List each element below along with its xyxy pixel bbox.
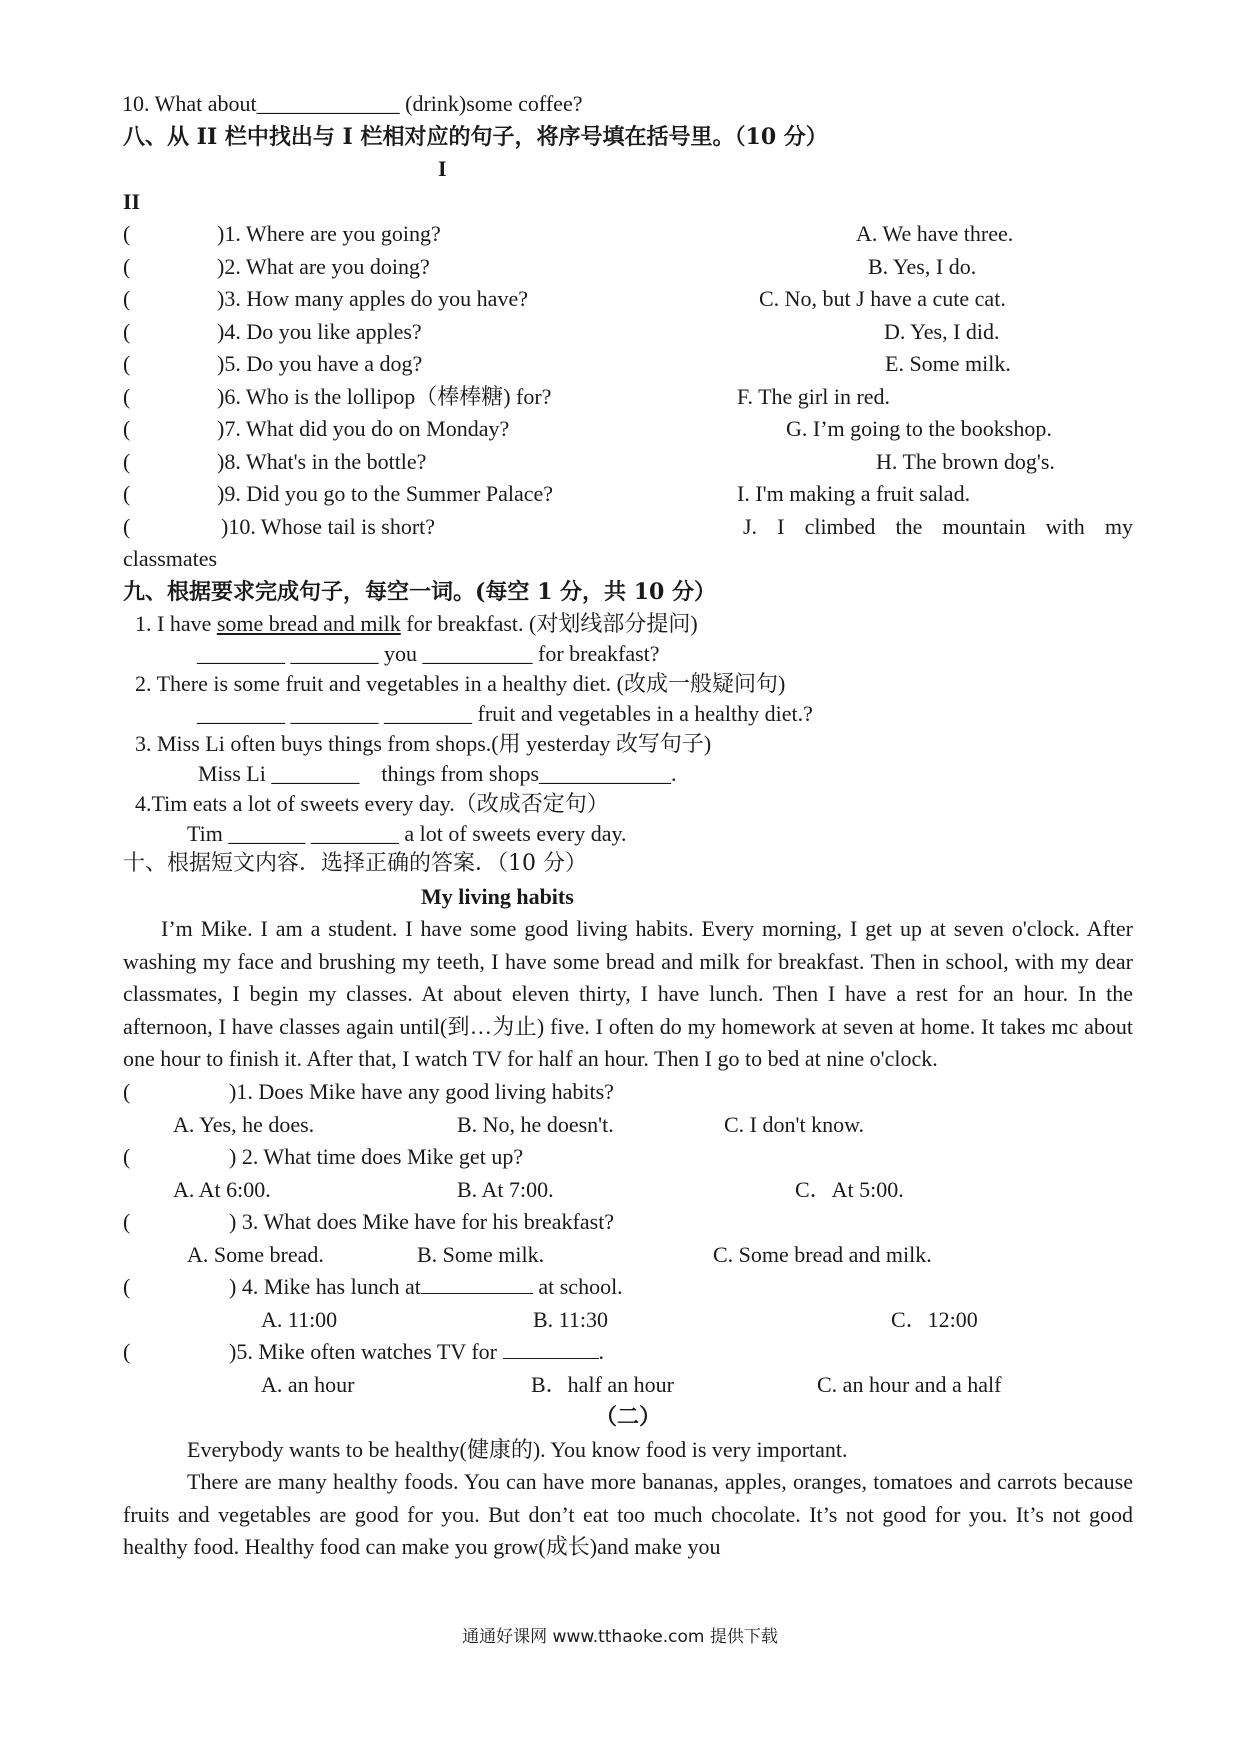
reading-question-text: )1. Does Mike have any good living habits? <box>229 1079 614 1104</box>
matching-answer: F. The girl in red. <box>737 383 891 409</box>
reading-question-text: ) 4. Mike has lunch at <box>229 1274 421 1299</box>
answer-paren: ( <box>123 318 131 344</box>
reading-options-2 <box>123 1174 1133 1207</box>
matching-row <box>123 218 1133 251</box>
matching-question: )7. What did you do on Monday? <box>217 416 510 441</box>
column-2-header: II <box>123 188 141 214</box>
matching-answer-continued: classmates <box>123 546 218 571</box>
reading-options-5 <box>123 1369 1133 1402</box>
matching-question: )3. How many apples do you have? <box>217 286 528 311</box>
option-c: C. Some bread and milk. <box>713 1241 932 1267</box>
rewrite-q1-end: for breakfast. (对划线部分提问) <box>400 611 698 636</box>
section-9-title: 九、根据要求完成句子，每空一词。(每空 1 分，共 10 分） <box>123 578 716 605</box>
rewrite-q3-text: 3. Miss Li often buys things from shops.(用 yesterday 改写句子) <box>135 731 712 756</box>
reading-question-text: )5. Mike often watches TV for <box>229 1339 503 1364</box>
rewrite-answer-2 <box>123 698 1133 728</box>
passage-title <box>123 881 1133 914</box>
worksheet-page <box>123 88 1133 1564</box>
section-10-title: 十、根据短文内容．选择正确的答案．（10 分） <box>123 851 587 876</box>
rewrite-a3-text: Miss Li ________ things from shops____________. <box>198 761 677 786</box>
option-b: B．half an hour <box>531 1371 674 1397</box>
rewrite-question-3 <box>123 728 1133 758</box>
part-2-paragraph-2: There are many healthy foods. You can have more bananas, apples, oranges, tomatoes and carrots because fruits and vegetables are good for you. But don’t eat too much chocolate. It’s not good for you. It’s not good healthy food. Healthy food can make you grow(成长)and make you <box>123 1469 1133 1559</box>
rewrite-question-4 <box>123 788 1133 818</box>
question-10-suffix: (drink)some coffee? <box>399 91 583 116</box>
matching-answer: E. Some milk. <box>885 351 1011 376</box>
reading-question-1 <box>123 1076 1133 1109</box>
passage-title-text: My living habits <box>421 883 574 909</box>
reading-question-end: . <box>598 1339 605 1364</box>
rewrite-a4-text: Tim _______ ________ a lot of sweets every day. <box>187 821 627 846</box>
answer-paren: ( <box>123 286 131 311</box>
matching-question: )4. Do you like apples? <box>217 318 422 344</box>
matching-answer: B. Yes, I do. <box>868 253 977 279</box>
option-b: B. 11:30 <box>533 1306 608 1332</box>
matching-answer: H. The brown dog's. <box>876 448 1055 474</box>
answer-paren: ( <box>123 1079 131 1104</box>
reading-options-1 <box>123 1109 1133 1142</box>
column-1-label: I <box>438 156 447 181</box>
option-c: C．At 5:00. <box>795 1176 904 1202</box>
answer-paren: ( <box>123 513 131 539</box>
matching-answer: I. I'm making a fruit salad. <box>737 481 971 506</box>
matching-row <box>123 446 1133 479</box>
option-b: B. At 7:00. <box>457 1176 554 1202</box>
question-10-prefix: 10. What about <box>122 91 257 116</box>
option-a: A. an hour <box>261 1371 355 1397</box>
rewrite-question-2 <box>123 668 1133 698</box>
answer-paren: ( <box>123 1209 131 1234</box>
rewrite-a1-text: ________ ________ you __________ for breakfast? <box>197 641 660 666</box>
column-1-header <box>123 153 1133 186</box>
matching-question: )9. Did you go to the Summer Palace? <box>217 481 554 506</box>
answer-paren: ( <box>123 481 131 506</box>
option-b: B. No, he doesn't. <box>457 1111 614 1137</box>
matching-answer: A. We have three. <box>856 221 1014 246</box>
part-2-paragraph-1 <box>123 1434 1133 1467</box>
matching-question: )6. Who is the lollipop（棒棒糖) for? <box>217 383 552 409</box>
question-10-blank: _____________ <box>256 91 400 116</box>
rewrite-a2-text: ________ ________ ________ fruit and vegetables in a healthy diet.? <box>197 701 813 726</box>
answer-paren: ( <box>123 416 131 441</box>
answer-paren: ( <box>123 351 131 376</box>
reading-question-2 <box>123 1141 1133 1174</box>
answer-blank <box>503 1338 599 1359</box>
rewrite-answer-1 <box>123 638 1133 668</box>
answer-paren: ( <box>123 221 131 246</box>
rewrite-q1-underlined: some bread and milk <box>216 611 401 636</box>
matching-row <box>123 283 1133 316</box>
answer-paren: ( <box>123 383 131 409</box>
rewrite-q1-start: 1. I have <box>135 611 217 636</box>
matching-question: )5. Do you have a dog? <box>217 351 423 376</box>
matching-answer: J. I climbed the mountain with my <box>743 513 1133 539</box>
matching-question: )10. Whose tail is short? <box>221 513 436 539</box>
option-a: A. Yes, he does. <box>173 1111 315 1137</box>
matching-answer: C. No, but J have a cute cat. <box>759 286 1006 311</box>
rewrite-q4-text: 4.Tim eats a lot of sweets every day.（改成否定句） <box>135 791 609 816</box>
matching-row <box>123 348 1133 381</box>
answer-paren: ( <box>123 253 131 279</box>
page-footer: 通通好课网 www.tthaoke.com 提供下载 <box>462 1627 778 1647</box>
rewrite-question-1 <box>123 608 1133 638</box>
reading-question-4 <box>123 1271 1133 1304</box>
option-c: C. an hour and a half <box>817 1371 1002 1397</box>
matching-row <box>123 316 1133 349</box>
reading-options-4 <box>123 1304 1133 1337</box>
answer-blank <box>421 1273 533 1294</box>
matching-question: )2. What are you doing? <box>217 253 430 279</box>
answer-paren: ( <box>123 1274 131 1299</box>
reading-options-3 <box>123 1239 1133 1272</box>
option-b: B. Some milk. <box>417 1241 545 1267</box>
section-8-title: 八、从 II 栏中找出与 I 栏相对应的句子，将序号填在括号里。（10 分） <box>123 123 828 150</box>
answer-paren: ( <box>123 1339 131 1364</box>
reading-question-5 <box>123 1336 1133 1369</box>
matching-answer: D. Yes, I did. <box>884 318 1000 344</box>
matching-list <box>123 218 1133 576</box>
matching-row <box>123 251 1133 284</box>
matching-row <box>123 478 1133 511</box>
matching-question: )1. Where are you going? <box>217 221 441 246</box>
part-2-title: （二） <box>594 1404 661 1429</box>
option-a: A. At 6:00. <box>173 1176 271 1202</box>
option-c: C. I don't know. <box>724 1111 865 1137</box>
question-10-line <box>122 88 1132 121</box>
answer-paren: ( <box>123 448 131 474</box>
reading-question-text: ) 3. What does Mike have for his breakfast? <box>229 1209 615 1234</box>
option-a: A. 11:00 <box>261 1306 338 1332</box>
part-2-paragraph-1-text: Everybody wants to be healthy(健康的). You know food is very important. <box>187 1436 848 1462</box>
matching-row <box>123 381 1133 414</box>
option-c: C．12:00 <box>891 1306 978 1332</box>
option-a: A. Some bread. <box>187 1241 324 1267</box>
matching-question: )8. What's in the bottle? <box>217 448 427 474</box>
matching-row <box>123 511 1133 544</box>
answer-paren: ( <box>123 1144 131 1169</box>
reading-question-text: ) 2. What time does Mike get up? <box>229 1144 524 1169</box>
matching-answer: G. I’m going to the bookshop. <box>786 416 1052 441</box>
reading-passage: I’m Mike. I am a student. I have some good living habits. Every morning, I get up at seven o'clock. After washing my face and brushing my teeth, I have some bread and milk for breakfast. Then in school, with my dear classmates, I begin my classes. At about eleven thirty, I have lunch. Then I have a rest for an hour. In the afternoon, I have classes again until(到…为止) five. I often do my homework at seven at home. It takes mc about one hour to finish it. After that, I watch TV for half an hour. Then I go to bed at nine o'clock. <box>123 916 1133 1071</box>
reading-question-3 <box>123 1206 1133 1239</box>
matching-row <box>123 413 1133 446</box>
rewrite-answer-3 <box>123 758 1133 788</box>
reading-question-5-text <box>229 1336 604 1369</box>
rewrite-answer-4 <box>123 818 1133 848</box>
reading-question-end: at school. <box>532 1274 623 1299</box>
reading-question-4-text <box>229 1271 623 1304</box>
rewrite-q2-text: 2. There is some fruit and vegetables in a healthy diet. (改成一般疑问句) <box>135 671 786 696</box>
